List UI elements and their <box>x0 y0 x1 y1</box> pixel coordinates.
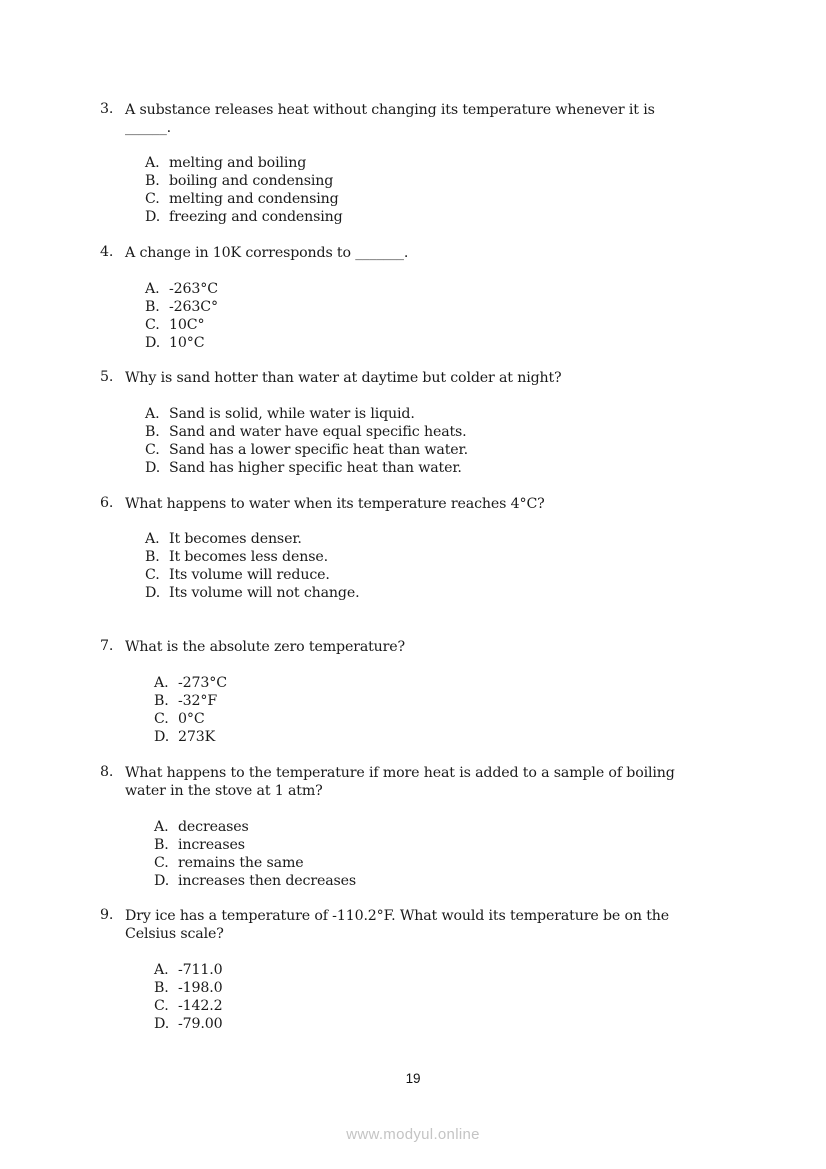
option-text: 273K <box>178 729 216 745</box>
option-text: 10C° <box>169 317 205 333</box>
question-8 <box>100 764 720 800</box>
option-letter: C. <box>154 998 169 1014</box>
option-letter: C. <box>154 855 169 871</box>
option-d <box>154 872 356 890</box>
option-d <box>154 1015 223 1033</box>
options-question-6 <box>145 530 359 602</box>
option-d <box>145 584 359 602</box>
option-b <box>145 172 343 190</box>
option-letter: B. <box>145 299 160 315</box>
options-question-9 <box>154 961 223 1033</box>
option-a <box>154 961 223 979</box>
option-text: Sand is solid, while water is liquid. <box>169 406 415 422</box>
option-a <box>145 280 218 298</box>
watermark: www.modyul.online <box>346 1126 480 1143</box>
option-letter: B. <box>145 424 160 440</box>
option-text: -711.0 <box>178 962 223 978</box>
option-letter: B. <box>154 980 169 996</box>
question-number: 7. <box>100 638 114 654</box>
option-b <box>154 836 356 854</box>
stem-line-1: Dry ice has a temperature of -110.2°F. What would its temperature be on the <box>125 908 670 924</box>
option-c <box>145 566 359 584</box>
option-text: Its volume will not change. <box>169 585 360 601</box>
option-letter: D. <box>145 209 161 225</box>
option-text: -263°C <box>169 281 218 297</box>
option-letter: D. <box>154 873 170 889</box>
option-text: 0°C <box>178 711 205 727</box>
question-9 <box>100 907 720 943</box>
option-text: increases <box>178 837 245 853</box>
question-number: 5. <box>100 369 114 385</box>
question-5 <box>100 369 720 387</box>
option-letter: A. <box>145 531 160 547</box>
options-question-3 <box>145 154 343 226</box>
options-question-5 <box>145 405 468 477</box>
option-letter: B. <box>154 693 169 709</box>
option-text: -263C° <box>169 299 218 315</box>
option-text: -273°C <box>178 675 227 691</box>
option-text: Its volume will reduce. <box>169 567 330 583</box>
option-text: -79.00 <box>178 1016 223 1032</box>
option-letter: B. <box>154 837 169 853</box>
option-text: -142.2 <box>178 998 223 1014</box>
option-c <box>154 854 356 872</box>
option-text: It becomes less dense. <box>169 549 328 565</box>
option-text: -198.0 <box>178 980 223 996</box>
option-text: -32°F <box>178 693 218 709</box>
question-stem: What is the absolute zero temperature? <box>125 639 406 655</box>
option-a <box>154 818 356 836</box>
option-letter: C. <box>154 711 169 727</box>
option-text: boiling and condensing <box>169 173 334 189</box>
option-letter: A. <box>145 155 160 171</box>
question-3 <box>100 101 720 137</box>
question-number: 4. <box>100 244 114 260</box>
option-text: Sand has a lower specific heat than water. <box>169 442 468 458</box>
question-stem <box>125 764 720 800</box>
option-letter: A. <box>145 406 160 422</box>
option-letter: C. <box>145 567 160 583</box>
question-stem <box>125 101 720 137</box>
option-letter: D. <box>145 335 161 351</box>
option-letter: D. <box>154 1016 170 1032</box>
page-number: 19 <box>405 1071 421 1086</box>
option-letter: B. <box>145 549 160 565</box>
option-b <box>154 692 227 710</box>
stem-line-2: Celsius scale? <box>125 926 224 942</box>
option-text: remains the same <box>178 855 304 871</box>
question-number: 6. <box>100 495 114 511</box>
stem-line-1: What happens to the temperature if more heat is added to a sample of boiling <box>125 765 675 781</box>
option-c <box>154 997 223 1015</box>
option-a <box>154 674 227 692</box>
option-letter: A. <box>154 962 169 978</box>
option-text: freezing and condensing <box>169 209 343 225</box>
question-4 <box>100 244 720 262</box>
question-stem <box>125 907 720 943</box>
question-6 <box>100 495 720 513</box>
option-letter: A. <box>145 281 160 297</box>
option-b <box>145 548 359 566</box>
stem-line-1: A substance releases heat without changing its temperature whenever it is <box>125 102 655 118</box>
option-text: decreases <box>178 819 249 835</box>
option-b <box>145 298 218 316</box>
option-text: melting and condensing <box>169 191 339 207</box>
option-a <box>145 405 468 423</box>
options-question-4 <box>145 280 218 352</box>
option-letter: D. <box>145 585 161 601</box>
option-c <box>145 441 468 459</box>
option-letter: C. <box>145 191 160 207</box>
option-b <box>154 979 223 997</box>
option-text: increases then decreases <box>178 873 357 889</box>
question-number: 3. <box>100 101 114 117</box>
option-c <box>145 316 218 334</box>
option-text: Sand and water have equal specific heats. <box>169 424 467 440</box>
option-letter: A. <box>154 819 169 835</box>
option-a <box>145 530 359 548</box>
question-7 <box>100 638 720 656</box>
option-letter: B. <box>145 173 160 189</box>
option-letter: D. <box>145 460 161 476</box>
stem-line-2: water in the stove at 1 atm? <box>125 783 323 799</box>
option-d <box>145 334 218 352</box>
option-b <box>145 423 468 441</box>
option-text: 10°C <box>169 335 205 351</box>
option-d <box>154 728 227 746</box>
option-text: Sand has higher specific heat than water. <box>169 460 462 476</box>
option-letter: A. <box>154 675 169 691</box>
option-text: melting and boiling <box>169 155 307 171</box>
options-question-8 <box>154 818 356 890</box>
option-text: It becomes denser. <box>169 531 302 547</box>
question-stem: A change in 10K corresponds to _______. <box>125 245 409 261</box>
option-letter: C. <box>145 442 160 458</box>
question-number: 8. <box>100 764 114 780</box>
question-stem: What happens to water when its temperature reaches 4°C? <box>125 496 545 512</box>
stem-line-2: ______. <box>125 120 172 136</box>
option-a <box>145 154 343 172</box>
option-c <box>154 710 227 728</box>
option-letter: C. <box>145 317 160 333</box>
question-number: 9. <box>100 907 114 923</box>
question-stem: Why is sand hotter than water at daytime but colder at night? <box>125 370 562 386</box>
option-c <box>145 190 343 208</box>
options-question-7 <box>154 674 227 746</box>
option-d <box>145 459 468 477</box>
option-letter: D. <box>154 729 170 745</box>
option-d <box>145 208 343 226</box>
